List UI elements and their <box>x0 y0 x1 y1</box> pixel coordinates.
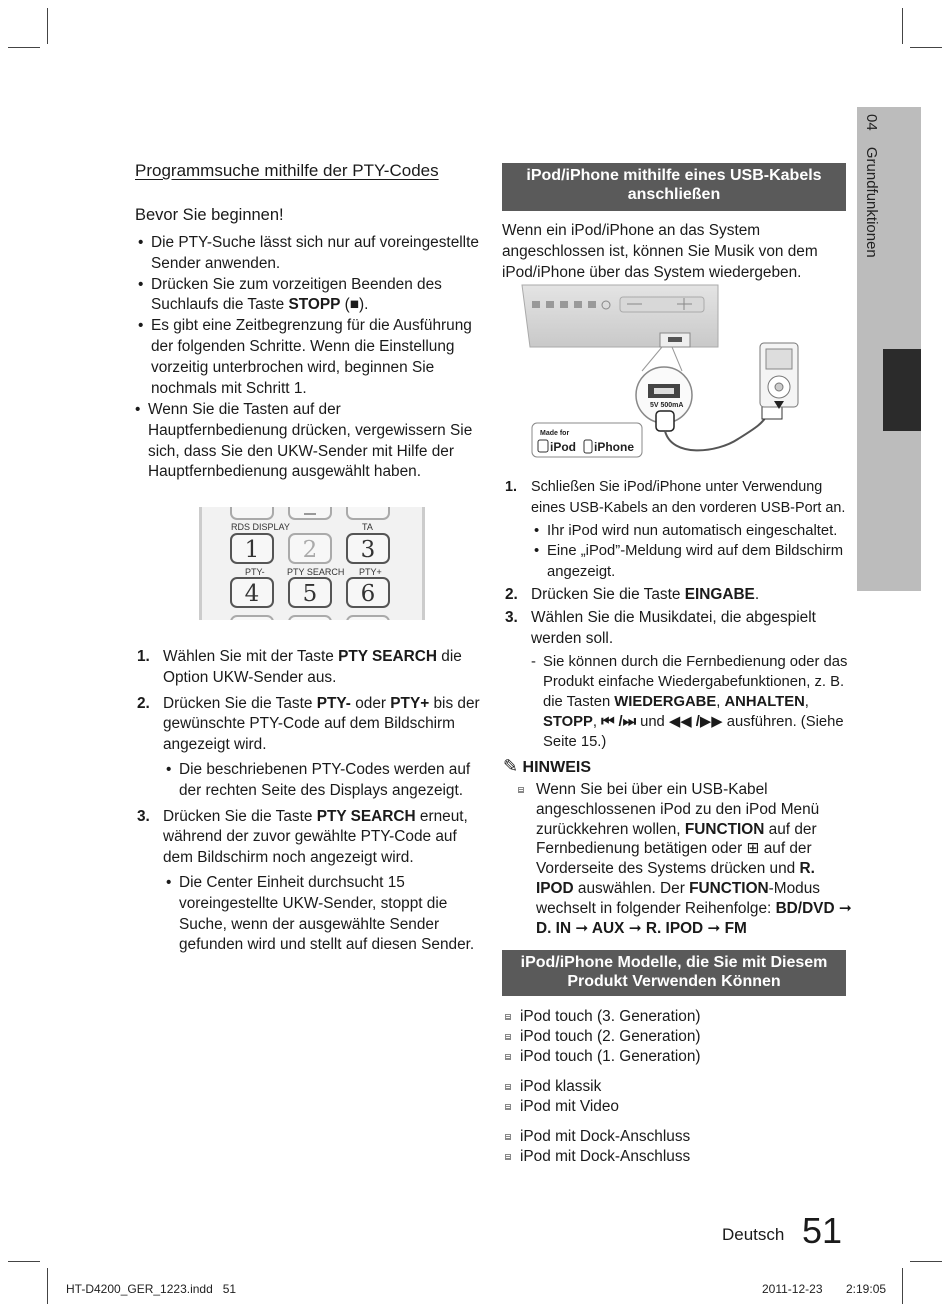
remote-key-bottom <box>346 615 390 620</box>
list-item: • Eine „iPod”-Meldung wird auf dem Bildschirm angezeigt. <box>531 541 851 583</box>
ta-label: TA <box>362 522 373 532</box>
remote-key-bottom <box>288 615 332 620</box>
pencil-icon: ✎ <box>503 756 519 776</box>
models-list-3 <box>503 1127 843 1167</box>
usb-rating-label: 5V 500mA <box>650 402 684 409</box>
footer-time: 2:19:05 <box>846 1282 887 1296</box>
usb-steps <box>503 477 851 752</box>
list-item: iPod mit Dock-Anschluss <box>503 1147 843 1167</box>
footer-date: 2011-12-23 <box>762 1282 823 1296</box>
note-heading: ✎ HINWEIS <box>503 756 591 776</box>
remote-key-bottom <box>230 615 274 620</box>
precaution-list-extra <box>132 400 484 483</box>
remote-key-top <box>288 507 332 520</box>
remote-key-3: 3 <box>346 533 390 564</box>
crop-mark <box>910 47 942 48</box>
chapter-number: 04 <box>863 114 880 131</box>
step-item: 2. Drücken Sie die Taste PTY- oder PTY+ bis der gewünschte PTY-Code auf dem Bildschirm angezeigt wird. • Die beschriebenen PTY-Codes werden auf der rechten Seite des Displays angezeigt. <box>135 694 480 802</box>
intro-text: Wenn ein iPod/iPhone an das System angeschlossen ist, können Sie Musik von dem iPod/iPhone über das System wiedergeben. <box>502 222 818 281</box>
step-item: 3. Drücken Sie die Taste PTY SEARCH erneut, während der zuvor gewählte PTY-Code auf dem Bildschirm noch angezeigt wird. • Die Center Einheit durchsucht 15 voreingestellte UKW-Sender, stoppt die Suche, wenn der ausgewählte Sender gefunden wird und stellt auf diesen Sender. <box>135 807 480 957</box>
function-panel-icon: ⊞ <box>746 840 760 858</box>
rds-display-label: RDS DISPLAY <box>231 522 290 532</box>
list-item: iPod touch (2. Generation) <box>503 1027 843 1047</box>
list-item: • Ihr iPod wird nun automatisch eingeschaltet. <box>531 521 851 542</box>
step-detail: - Sie können durch die Fernbedienung oder das Produkt einfache Wiedergabefunktionen, z. B. die Tasten WIEDERGABE, ANHALTEN, STOPP, ⏮ /⏭ und ◀◀ /▶▶ ausführen. (Siehe Seite 15.) <box>531 654 848 751</box>
section-bar-usb: iPod/iPhone mithilfe eines USB-Kabels anschließen <box>502 163 846 211</box>
section-heading-pty: Programmsuche mithilfe der PTY-Codes <box>135 161 439 180</box>
step-item: 3. Wählen Sie die Musikdatei, die abgespielt werden soll. - Sie können durch die Fernbedienung oder das Produkt einfache Wiedergabefunktionen, z. B. die Tasten WIEDERGABE, ANHALTEN, STOPP, ⏮ /⏭ und ◀◀ /▶▶ ausführen. (Siehe Seite 15.) <box>503 608 851 753</box>
list-item: iPod klassik <box>503 1077 843 1097</box>
list-item: • Drücken Sie zum vorzeitigen Beenden des Suchlaufs die Taste STOPP (■). <box>135 275 485 317</box>
list-item: Wenn Sie bei über ein USB-Kabel angeschlossenen iPod zu den iPod Menü zurückkehren wollen, FUNCTION auf der Fernbedienung betätigen oder ⊞ auf der Vorderseite des Systems drücken und R. IPOD auswählen. Der FUNCTION-Modus wechselt in folgender Reihenfolge: BD/DVD ➞ D. IN ➞ AUX ➞ R. IPOD ➞ FM <box>516 780 852 938</box>
crop-mark <box>910 1261 942 1262</box>
remote-key-4: 4 <box>230 577 274 608</box>
chapter-title: Grundfunktionen <box>863 146 880 258</box>
page-language: Deutsch <box>722 1225 785 1244</box>
list-item: • Es gibt eine Zeitbegrenzung für die Ausführung der folgenden Schritte. Wenn die Einstellung vorzeitig unterbrochen wird, beginnen Sie nochmals mit Schritt 1. <box>135 316 485 399</box>
step-item: 2. Drücken Sie die Taste EINGABE. <box>505 585 760 603</box>
crop-mark <box>47 1268 48 1304</box>
step-item: 1. Wählen Sie mit der Taste PTY SEARCH die Option UKW-Sender aus. <box>137 648 462 686</box>
section-bar-models: iPod/iPhone Modelle, die Sie mit Diesem Produkt Verwenden Können <box>502 950 846 996</box>
list-item: iPod touch (3. Generation) <box>503 1007 843 1027</box>
list-item: iPod mit Dock-Anschluss <box>503 1127 843 1147</box>
remote-key-top <box>346 507 390 520</box>
chapter-tab-label <box>862 114 880 314</box>
list-item: • Die beschriebenen PTY-Codes werden auf der rechten Seite des Displays angezeigt. <box>163 760 480 802</box>
crop-mark <box>902 8 903 44</box>
pty-minus-label: PTY- <box>245 567 265 577</box>
crop-mark <box>902 1268 903 1304</box>
list-item: • Die PTY-Suche lässt sich nur auf voreingestellte Sender anwenden. <box>135 233 485 275</box>
pty-steps <box>135 647 480 956</box>
chapter-tab-marker <box>883 349 921 431</box>
remote-key-1: 1 <box>230 533 274 564</box>
ipod-badge: iPod <box>550 440 576 454</box>
precaution-list <box>135 233 485 399</box>
footer-file: HT-D4200_GER_1223.indd 51 <box>66 1282 237 1296</box>
models-list-1 <box>503 1007 843 1066</box>
page-number: 51 <box>802 1210 843 1251</box>
list-item: • Die Center Einheit durchsucht 15 voreingestellte UKW-Sender, stoppt die Suche, wenn der ausgewählte Sender gefunden wird und stellt auf diesen Sender. <box>163 873 480 956</box>
subheading-before-start: Bevor Sie beginnen! <box>135 206 284 224</box>
list-item: iPod mit Video <box>503 1097 843 1117</box>
list-item: iPod touch (1. Generation) <box>503 1047 843 1067</box>
pty-plus-label: PTY+ <box>359 567 382 577</box>
list-item: • Wenn Sie die Tasten auf der Hauptfernbedienung drücken, vergewissern Sie sich, dass Sie den UKW-Sender mit Hilfe der Hauptfernbedienung ausgewählt haben. <box>132 400 484 483</box>
crop-mark <box>8 1261 40 1262</box>
remote-key-top <box>230 507 274 520</box>
usb-connection-figure <box>502 283 846 463</box>
remote-key-2: 2 <box>288 533 332 564</box>
step-item: 1. Schließen Sie iPod/iPhone unter Verwendung eines USB-Kabels an den vorderen USB-Port an. • Ihr iPod wird nun automatisch eingeschaltet. • Eine „iPod”-Meldung wird auf dem Bildschirm angezeigt. <box>503 477 851 583</box>
crop-mark <box>47 8 48 44</box>
crop-mark <box>8 47 40 48</box>
remote-key-6: 6 <box>346 577 390 608</box>
made-for-label: Made for <box>540 430 570 437</box>
remote-key-5: 5 <box>288 577 332 608</box>
models-list-2 <box>503 1077 843 1117</box>
pty-search-label: PTY SEARCH <box>287 567 345 577</box>
remote-keypad-illustration <box>199 507 425 620</box>
iphone-badge: iPhone <box>594 440 635 454</box>
note-list <box>516 780 852 938</box>
